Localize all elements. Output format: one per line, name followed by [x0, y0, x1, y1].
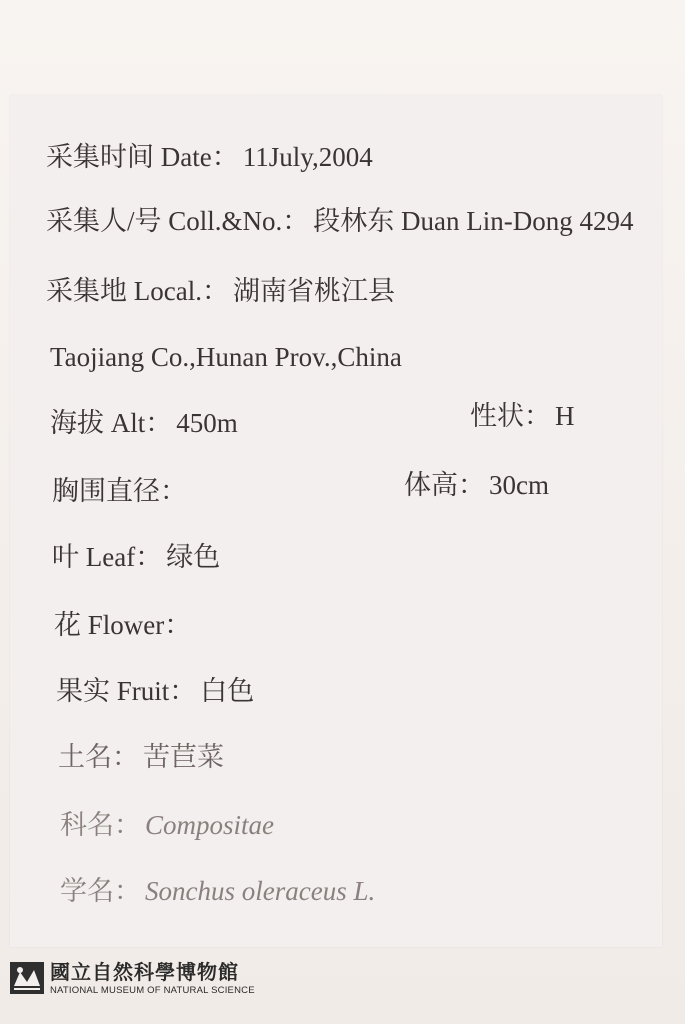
scientific-name-value: Sonchus oleraceus L.	[145, 876, 376, 906]
altitude-key: 海拔 Alt：	[50, 408, 173, 438]
habit-key: 性状：	[470, 401, 551, 431]
leaf-key: 叶 Leaf：	[52, 542, 163, 572]
local-name-value: 苦苣菜	[143, 742, 224, 772]
family-value: Compositae	[145, 810, 275, 840]
fruit-value: 白色	[200, 676, 255, 706]
leaf-line	[52, 541, 220, 573]
specimen-label	[10, 95, 662, 947]
flower-line	[54, 609, 191, 641]
family-key: 科名：	[60, 810, 141, 840]
locality-line	[46, 275, 395, 307]
height-key: 体高：	[404, 470, 485, 500]
museum-footer	[10, 960, 280, 1004]
scientific-name-line	[60, 875, 375, 907]
height-line	[404, 469, 549, 501]
locality-value: 湖南省桃江县	[232, 276, 395, 306]
date-value: 11July,2004	[242, 142, 373, 172]
date-key: 采集时间 Date：	[46, 142, 239, 172]
leaf-value: 绿色	[166, 542, 221, 572]
fruit-line	[56, 675, 254, 707]
collector-key: 采集人/号 Coll.&No.：	[46, 206, 310, 236]
family-line	[60, 809, 274, 841]
habit-line	[470, 400, 575, 432]
museum-name-cn: 國立自然科學博物館	[50, 960, 239, 984]
dbh-line	[52, 475, 187, 507]
dbh-key: 胸围直径：	[52, 476, 187, 506]
local-name-line	[58, 741, 224, 773]
fruit-key: 果实 Fruit：	[56, 676, 197, 706]
altitude-value: 450m	[176, 408, 238, 438]
collector-line	[46, 205, 633, 237]
locality-key: 采集地 Local.：	[46, 276, 229, 306]
date-line	[46, 141, 373, 173]
scientific-name-key: 学名：	[60, 876, 141, 906]
flower-key: 花 Flower：	[54, 610, 192, 640]
local-name-key: 土名：	[58, 742, 139, 772]
museum-name-en: NATIONAL MUSEUM OF NATURAL SCIENCE	[50, 985, 255, 996]
altitude-line	[50, 407, 238, 439]
habit-value: H	[555, 401, 575, 431]
height-value: 30cm	[489, 470, 549, 500]
museum-logo-icon	[10, 962, 44, 994]
collector-value: 段林东 Duan Lin-Dong 4294	[313, 206, 634, 236]
locality-en-line	[50, 341, 402, 373]
locality-en-value: Taojiang Co.,Hunan Prov.,China	[50, 342, 402, 372]
